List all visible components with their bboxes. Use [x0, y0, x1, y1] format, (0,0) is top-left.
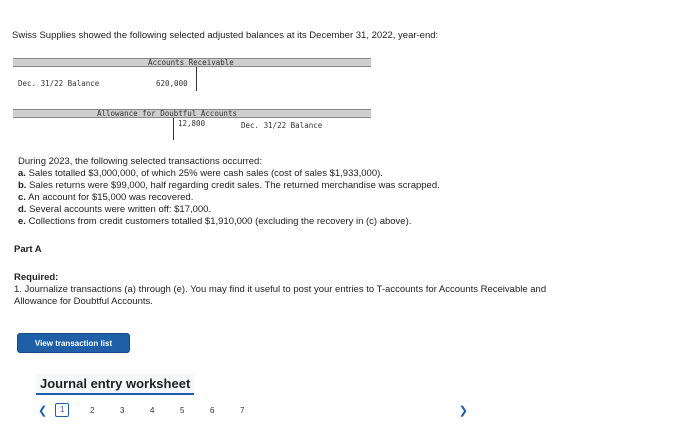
required-text-line-2: Allowance for Doubtful Accounts. — [14, 296, 153, 307]
page-button-2[interactable]: 2 — [89, 405, 95, 415]
transactions-list — [18, 168, 440, 228]
transaction-text: Sales totalled $3,000,000, of which 25% were cash sales (cost of sales $1,933,000). — [28, 168, 383, 179]
transaction-item — [18, 180, 440, 192]
transaction-letter: b. — [18, 180, 27, 191]
transaction-letter: a. — [18, 168, 26, 179]
page-button-1[interactable]: 1 — [55, 403, 69, 417]
worksheet-pager — [38, 403, 468, 417]
transaction-item — [18, 168, 440, 180]
ar-left-amount: 620,000 — [156, 79, 188, 88]
transaction-letter: c. — [18, 192, 26, 203]
intro-text: Swiss Supplies showed the following selected adjusted balances at its December 31, 2022, year-end: — [12, 30, 439, 41]
page-button-4[interactable]: 4 — [149, 405, 155, 415]
ar-taccount-divider — [196, 67, 197, 91]
afda-right-amount: 12,800 — [178, 119, 206, 128]
page-button-3[interactable]: 3 — [119, 405, 125, 415]
page-button-6[interactable]: 6 — [209, 405, 215, 415]
afda-taccount-divider — [173, 118, 174, 140]
transaction-letter: d. — [18, 204, 27, 215]
part-label: Part A — [14, 244, 42, 255]
worksheet-title: Journal entry worksheet — [36, 374, 194, 395]
transaction-text: Several accounts were written off: $17,000. — [29, 204, 212, 215]
afda-right-label: Dec. 31/22 Balance — [241, 121, 323, 130]
chevron-right-icon[interactable]: ❯ — [458, 404, 468, 417]
ar-left-label: Dec. 31/22 Balance — [18, 79, 100, 88]
transactions-intro: During 2023, the following selected transactions occurred: — [18, 156, 262, 167]
page-button-7[interactable]: 7 — [239, 405, 245, 415]
transaction-item — [18, 192, 440, 204]
transaction-item — [18, 216, 440, 228]
transaction-text: Sales returns were $99,000, half regarding credit sales. The returned merchandise was scrapped. — [29, 180, 440, 191]
required-label: Required: — [14, 272, 59, 283]
transaction-text: Collections from credit customers totalled $1,910,000 (excluding the recovery in (c) above). — [28, 216, 412, 227]
ar-taccount-title: Accounts Receivable — [148, 58, 234, 67]
transaction-letter: e. — [18, 216, 26, 227]
afda-taccount-title: Allowance for Doubtful Accounts — [97, 109, 237, 118]
required-text-line-1: 1. Journalize transactions (a) through (e). You may find it useful to post your entries to T-accounts for Accounts Receivable and — [14, 284, 547, 295]
page-button-5[interactable]: 5 — [179, 405, 185, 415]
transaction-text: An account for $15,000 was recovered. — [28, 192, 194, 203]
chevron-left-icon[interactable]: ❮ — [38, 404, 48, 417]
view-transaction-list-button[interactable]: View transaction list — [17, 333, 130, 353]
transaction-item — [18, 204, 440, 216]
